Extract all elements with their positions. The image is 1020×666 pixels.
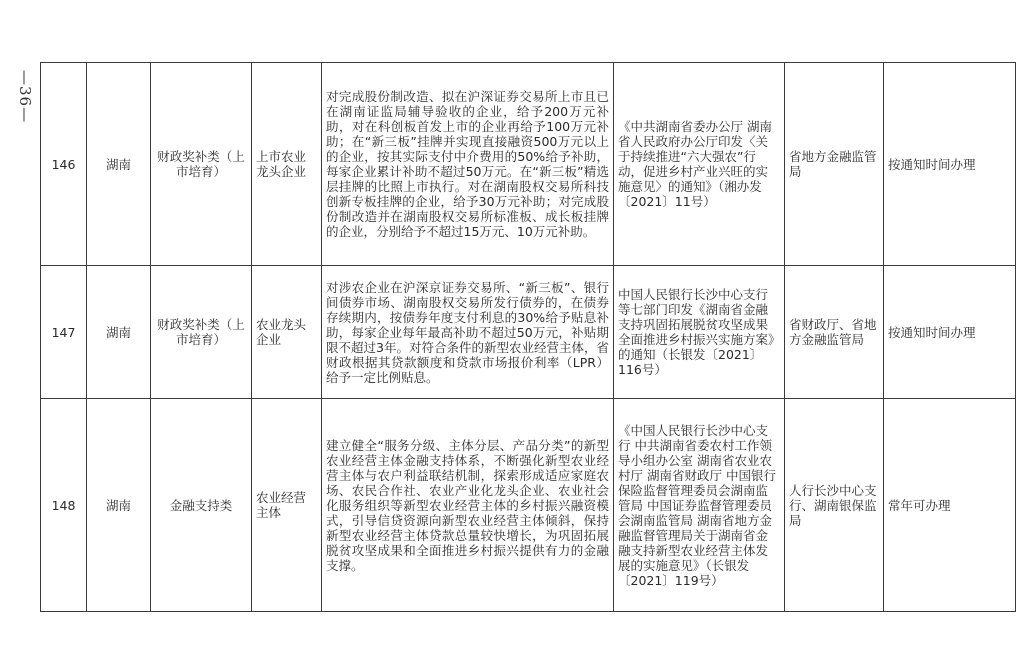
department-cell: 人行长沙中心支行、湖南银保监局 [785, 399, 884, 612]
policy-basis-cell: 《中国人民银行长沙中心支行 中共湖南省委农村工作领导小组办公室 湖南省农业农村厅 湖南省财政厅 中国银行保险监督管理委员会湖南监管局 中国证券监督管理委员会湖南监管局 湖南省地方金融监督管理局关于湖南省金融支持新型农业经营主体发展的实施意见》（长银发〔2021〕119号） [614, 399, 785, 612]
policy-basis-cell: 《中共湖南省委办公厅 湖南省人民政府办公厅印发〈关于持续推进“六大强农”行动，促进乡村产业兴旺的实施意见〉的通知》（湘办发〔2021〕11号） [614, 63, 785, 266]
table-row [41, 63, 1016, 266]
handling-time-cell: 按通知时间办理 [884, 266, 1016, 399]
policy-content-cell: 建立健全“服务分级、主体分层、产品分类”的新型农业经营主体金融支持体系，不断强化新型农业经营主体与农户利益联结机制，探索形成适应家庭农场、农民合作社、农业产业化龙头企业、农业社会化服务组织等新型农业经营主体的乡村振兴融资模式，引导信贷资源向新型农业经营主体倾斜，保持新型农业经营主体贷款总量较快增长，为巩固拓展脱贫攻坚成果和全面推进乡村振兴提供有力的金融支撑。 [322, 399, 614, 612]
target-cell: 农业龙头企业 [252, 266, 322, 399]
department-cell: 省财政厅、省地方金融监管局 [785, 266, 884, 399]
policy-type-cell: 财政奖补类（上市培育） [151, 63, 252, 266]
target-cell: 上市农业龙头企业 [252, 63, 322, 266]
table-row [41, 399, 1016, 612]
department-cell: 省地方金融监管局 [785, 63, 884, 266]
policy-table [40, 62, 1016, 612]
row-number: 147 [41, 266, 87, 399]
target-cell: 农业经营主体 [252, 399, 322, 612]
policy-content-cell: 对涉农企业在沪深京证券交易所、“新三板”、银行间债券市场、湖南股权交易所发行债券的，在债券存续期内，按债券年度支付利息的30%给予贴息补助，每家企业每年最高补助不超过50万元，补贴期限不超过3年。对符合条件的新型农业经营主体，省财政根据其贷款额度和贷款市场报价利率（LPR）给予一定比例贴息。 [322, 266, 614, 399]
region-cell: 湖南 [87, 63, 151, 266]
row-number: 146 [41, 63, 87, 266]
policy-content-cell: 对完成股份制改造、拟在沪深证券交易所上市且已在湖南证监局辅导验收的企业，给予200万元补助，对在科创板首发上市的企业再给予100万元补助；在“新三板”挂牌并实现直接融资500万元以上的企业，按其实际支付中介费用的50%给予补助，每家企业累计补助不超过50万元。在“新三板”精选层挂牌的比照上市执行。对在湖南股权交易所科技创新专板挂牌的企业，给予30万元补助；对完成股份制改造并在湖南股权交易所标准板、成长板挂牌的企业，分别给予不超过15万元、10万元补助。 [322, 63, 614, 266]
region-cell: 湖南 [87, 266, 151, 399]
page-number: —36— [16, 70, 34, 124]
policy-type-cell: 金融支持类 [151, 399, 252, 612]
handling-time-cell: 常年可办理 [884, 399, 1016, 612]
policy-basis-cell: 中国人民银行长沙中心支行等七部门印发《湖南省金融支持巩固拓展脱贫攻坚成果全面推进乡村振兴实施方案》的通知（长银发〔2021〕116号） [614, 266, 785, 399]
region-cell: 湖南 [87, 399, 151, 612]
policy-type-cell: 财政奖补类（上市培育） [151, 266, 252, 399]
row-number: 148 [41, 399, 87, 612]
handling-time-cell: 按通知时间办理 [884, 63, 1016, 266]
table-row [41, 266, 1016, 399]
